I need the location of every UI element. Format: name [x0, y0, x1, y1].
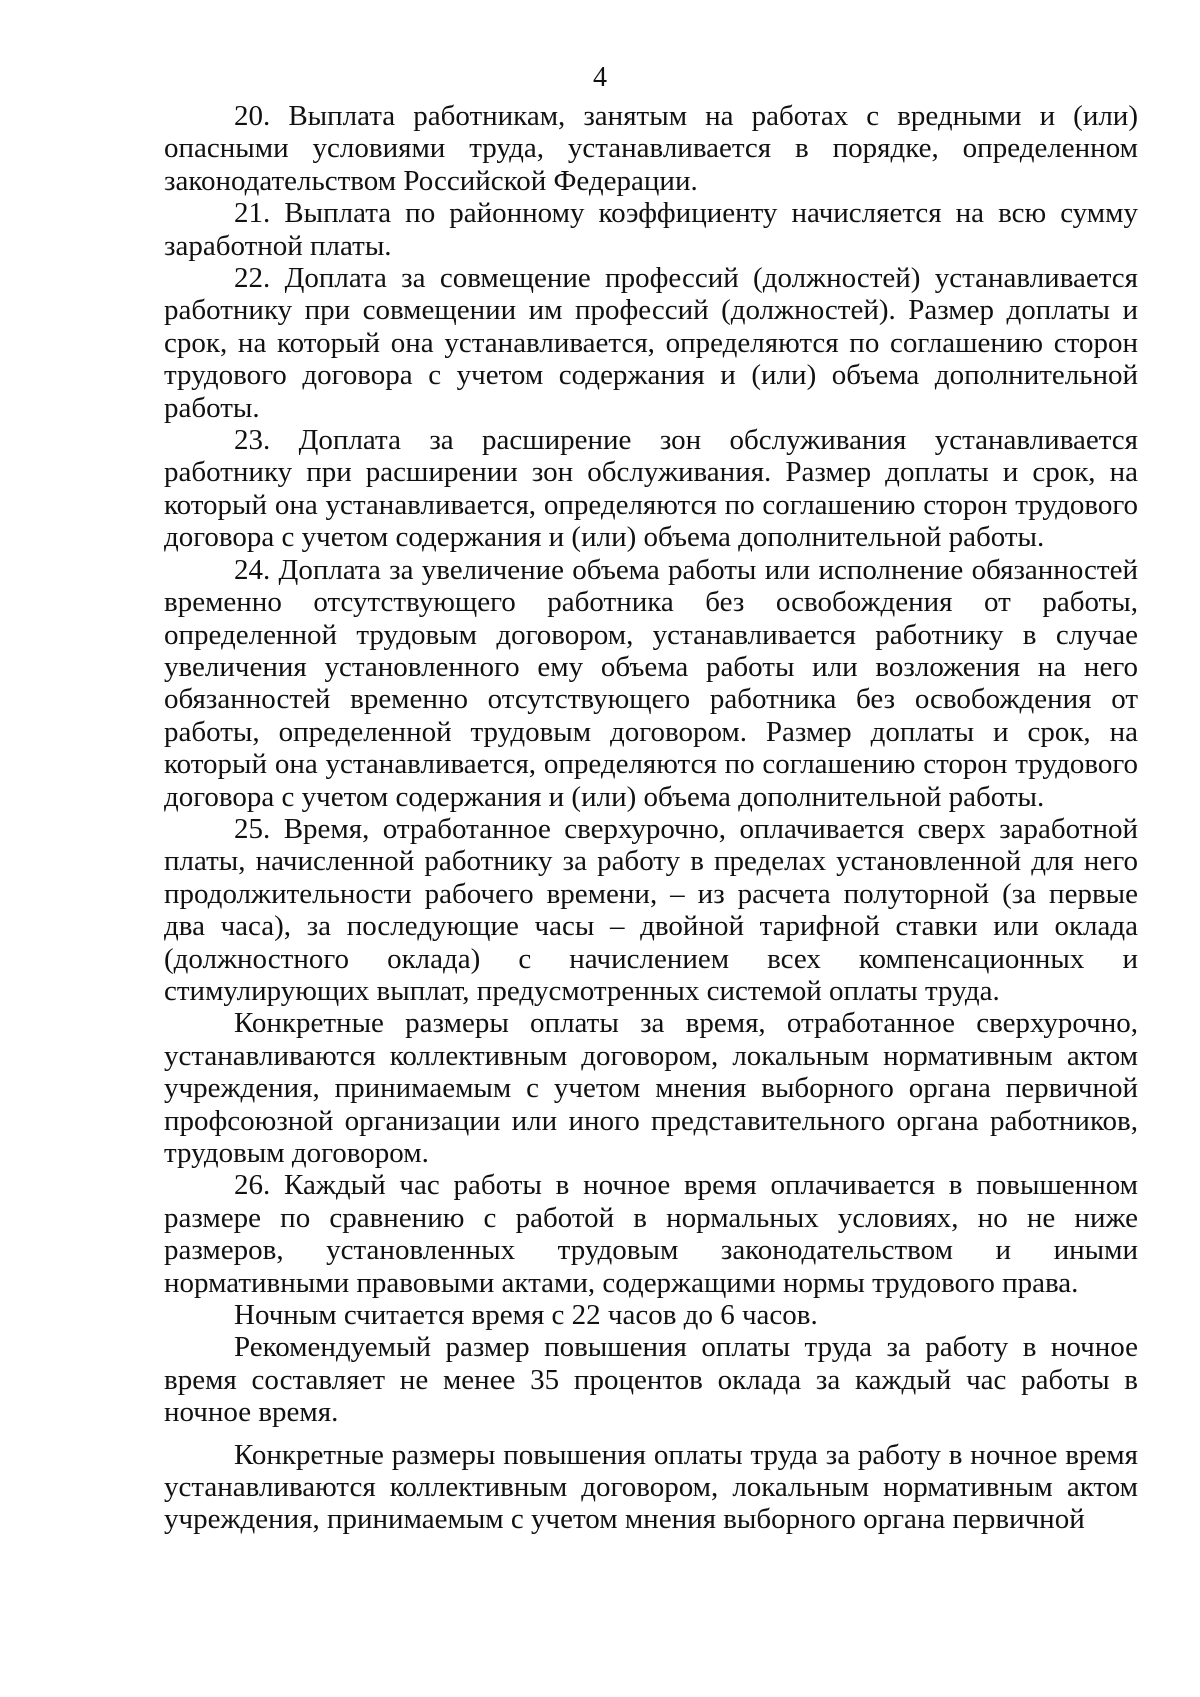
paragraph-night-time: Ночным считается время с 22 часов до 6 часов.	[234, 1299, 818, 1332]
page-number: 4	[593, 62, 607, 93]
paragraph-20: 20. Выплата работникам, занятым на работах с вредными и (или) опасными условиями труда, устанавливается в порядке, определенном законодательством Российской Федерации.	[164, 100, 1138, 197]
paragraph-26: 26. Каждый час работы в ночное время оплачивается в повышенном размере по сравнению с работой в нормальных условиях, но не ниже размеров, установленных трудовым законодательством и иными нормативными правовыми актами, содержащими нормы трудового права.	[164, 1169, 1138, 1299]
paragraph-23: 23. Доплата за расширение зон обслуживания устанавливается работнику при расширении зон обслуживания. Размер доплаты и срок, на который она устанавливается, определяются по соглашению сторон трудового договора с учетом содержания и (или) объема дополнительной работы.	[164, 424, 1138, 554]
paragraph-night-rate-recommendation: Рекомендуемый размер повышения оплаты труда за работу в ночное время составляет не менее 35 процентов оклада за каждый час работы в ночное время.	[164, 1331, 1138, 1429]
document-body	[164, 100, 1138, 1536]
paragraph-25: 25. Время, отработанное сверхурочно, оплачивается сверх заработной платы, начисленной работнику за работу в пределах установленной для него продолжительности рабочего времени, – из расчета полуторной (за первые два часа), за последующие часы – двойной тарифной ставки или оклада (должностного оклада) с начислением всех компенсационных и стимулирующих выплат, предусмотренных системой оплаты труда.	[164, 812, 1138, 1007]
paragraph-night-rate-specifics: Конкретные размеры повышения оплаты труда за работу в ночное время устанавливаются коллективным договором, локальным нормативным актом учреждения, принимаемым с учетом мнения выборного органа первичной	[164, 1438, 1138, 1536]
paragraph-24: 24. Доплата за увеличение объема работы или исполнение обязанностей временно отсутствующего работника без освобождения от работы, определенной трудовым договором, устанавливается работнику в случае увеличения установленного ему объема работы или возложения на него обязанностей временно отсутствующего работника без освобождения от работы, определенной трудовым договором. Размер доплаты и срок, на который она устанавливается, определяются по соглашению сторон трудового договора с учетом содержания и (или) объема дополнительной работы.	[164, 553, 1138, 813]
paragraph-overtime-rates: Конкретные размеры оплаты за время, отработанное сверхурочно, устанавливаются коллективным договором, локальным нормативным актом учреждения, принимаемым с учетом мнения выборного органа первичной профсоюзной организации или иного представительного органа работников, трудовым договором.	[164, 1007, 1138, 1169]
paragraph-22: 22. Доплата за совмещение профессий (должностей) устанавливается работнику при совмещении им профессий (должностей). Размер доплаты и срок, на который она устанавливается, определяются по соглашению сторон трудового договора с учетом содержания и (или) объема дополнительной работы.	[164, 262, 1138, 424]
paragraph-21: 21. Выплата по районному коэффициенту начисляется на всю сумму заработной платы.	[164, 197, 1138, 262]
